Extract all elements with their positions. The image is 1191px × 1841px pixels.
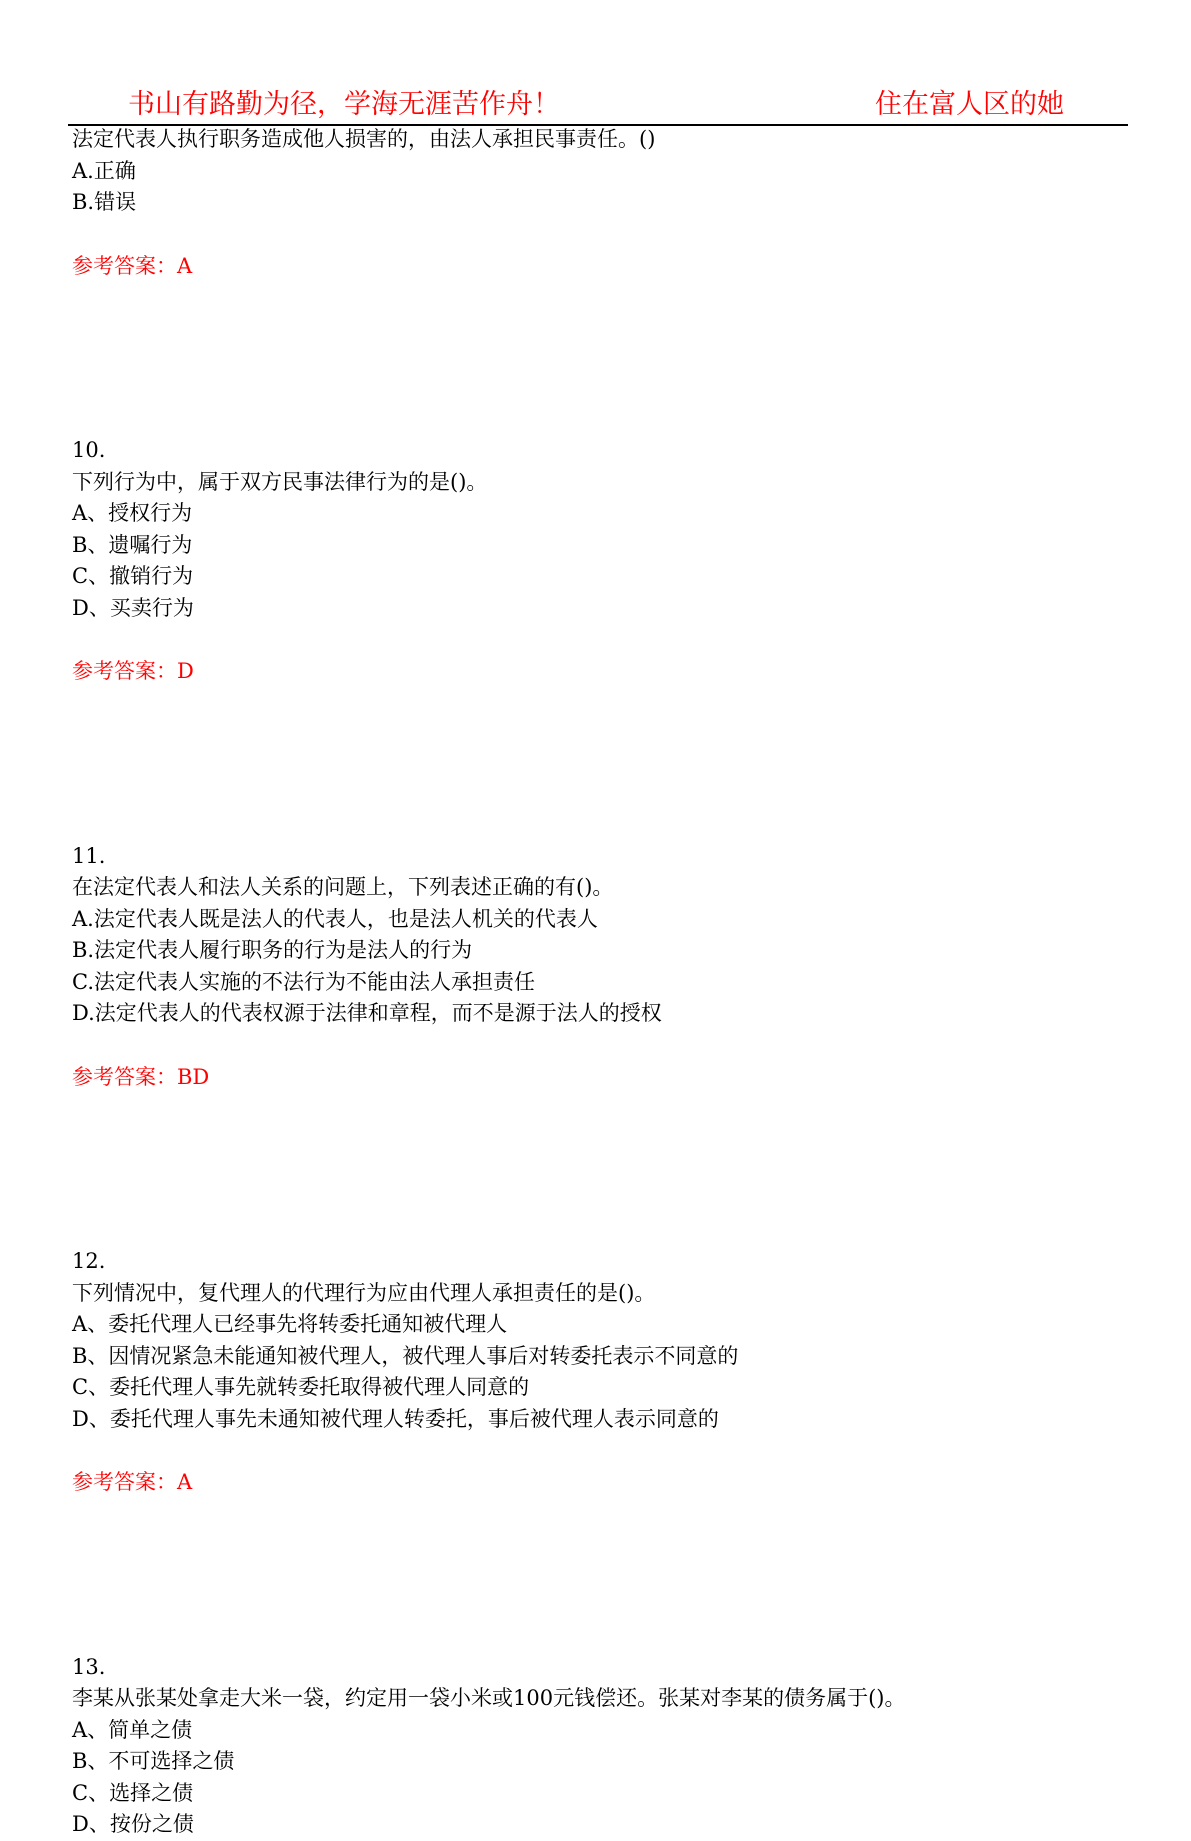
answer-label: 参考答案： [72, 659, 177, 683]
answer-label: 参考答案： [72, 1470, 177, 1494]
spacer [72, 282, 1132, 435]
question-stem: 法定代表人执行职务造成他人损害的，由法人承担民事责任。() [72, 127, 656, 151]
spacer [72, 1093, 1132, 1246]
option-a: A.正确 [72, 158, 136, 183]
option-d: D、委托代理人事先未通知被代理人转委托，事后被代理人表示同意的 [72, 1406, 719, 1431]
header-motto: 书山有路勤为径，学海无涯苦作舟！ [128, 89, 560, 120]
option-b: B、遗嘱行为 [72, 532, 193, 557]
page-header [0, 0, 1191, 128]
answer-value: A [177, 1470, 193, 1494]
spacer [72, 688, 1132, 841]
header-author: 住在富人区的她 [875, 89, 1064, 120]
answer-value: D [177, 659, 194, 683]
answer-label: 参考答案： [72, 1064, 177, 1089]
option-b: B、因情况紧急未能通知被代理人，被代理人事后对转委托表示不同意的 [72, 1343, 739, 1368]
option-d: D、按份之债 [72, 1812, 194, 1836]
question-stem: 下列行为中，属于双方民事法律行为的是()。 [72, 469, 488, 494]
option-a: A、授权行为 [72, 501, 193, 525]
option-b: B.错误 [72, 190, 137, 214]
option-b: B.法定代表人履行职务的行为是法人的行为 [72, 938, 473, 962]
question-number: 10. [72, 438, 106, 462]
reference-answer [72, 251, 1132, 283]
reference-answer [72, 1062, 1132, 1094]
question-number: 12. [72, 1249, 106, 1273]
option-c: C.法定代表人实施的不法行为不能由法人承担责任 [72, 969, 535, 994]
question-stem: 下列情况中，复代理人的代理行为应由代理人承担责任的是()。 [72, 1280, 656, 1305]
reference-answer [72, 656, 1132, 688]
option-a: A.法定代表人既是法人的代表人，也是法人机关的代表人 [72, 906, 598, 931]
question-item [72, 1652, 1132, 1841]
option-a: A、简单之债 [72, 1717, 193, 1742]
option-c: C、撤销行为 [72, 564, 194, 588]
spacer [72, 1499, 1132, 1652]
question-number: 11. [72, 843, 106, 868]
question-item [72, 435, 1132, 688]
option-c: C、委托代理人事先就转委托取得被代理人同意的 [72, 1375, 530, 1399]
question-stem: 在法定代表人和法人关系的问题上，下列表述正确的有()。 [72, 875, 614, 899]
option-d: D.法定代表人的代表权源于法律和章程，而不是源于法人的授权 [72, 1001, 662, 1025]
question-list [72, 124, 1132, 1841]
reference-answer [72, 1467, 1132, 1499]
question-item [72, 841, 1132, 1094]
option-c: C、选择之债 [72, 1780, 194, 1805]
question-number: 13. [72, 1654, 106, 1679]
option-b: B、不可选择之债 [72, 1749, 235, 1773]
option-d: D、买卖行为 [72, 595, 194, 620]
question-item [72, 1246, 1132, 1499]
option-a: A、委托代理人已经事先将转委托通知被代理人 [72, 1312, 508, 1336]
answer-value: BD [177, 1064, 210, 1089]
answer-value: A [177, 253, 193, 278]
answer-label: 参考答案： [72, 253, 177, 278]
question-item [72, 124, 1132, 282]
question-stem: 李某从张某处拿走大米一袋，约定用一袋小米或100元钱偿还。张某对李某的债务属于()。 [72, 1686, 906, 1710]
